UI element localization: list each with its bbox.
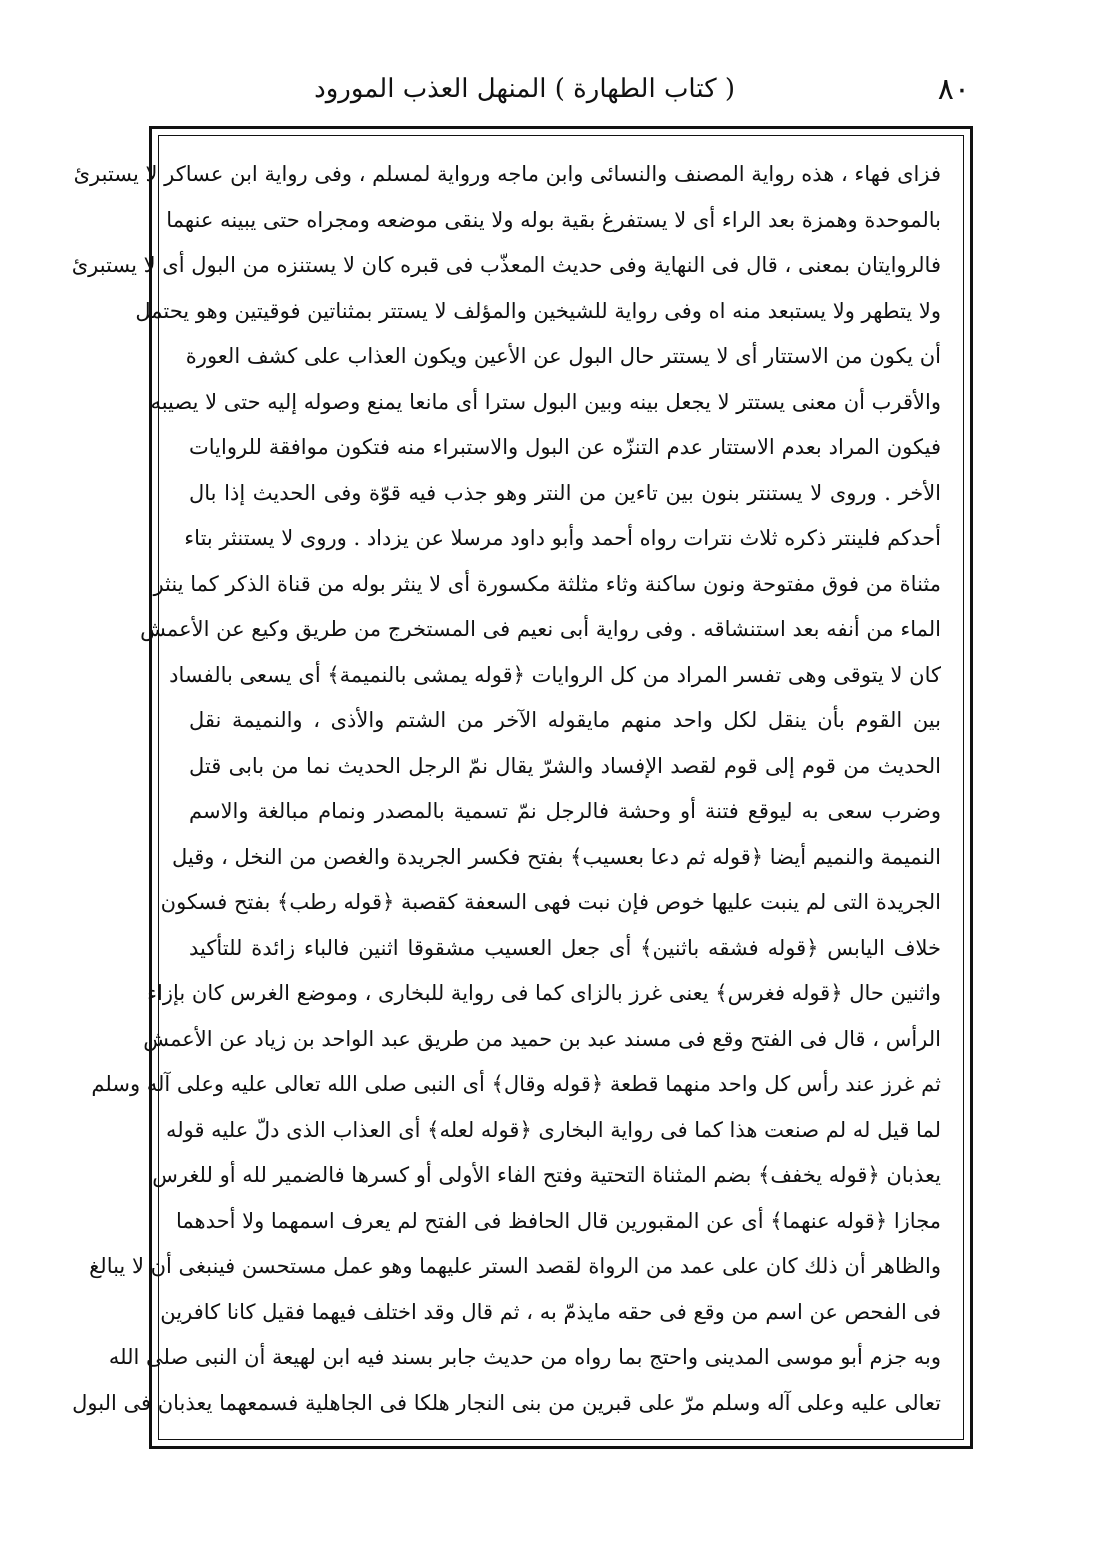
text-line: وبه جزم أبو موسى المدينى واحتج بما رواه من حديث جابر بسند فيه ابن لهيعة أن النبى صلى الله <box>108 1345 941 1369</box>
body-text <box>71 152 941 1426</box>
text-line: فيكون المراد بعدم الاستتار عدم التنزّه عن البول والاستبراء منه فتكون موافقة للروايات <box>189 435 941 459</box>
text-line: فالروايتان بمعنى ، قال فى النهاية وفى حديث المعذّب فى قبره كان لا يستنزه من البول أى لا يستبرئ <box>71 253 941 277</box>
text-line: فى الفحص عن اسم من وقع فى حقه مايذمّ به ، ثم قال وقد اختلف فيهما فقيل كانا كافرين <box>160 1299 941 1324</box>
page-header <box>150 72 970 120</box>
text-line: خلاف اليابس ﴿قوله فشقه باثنين﴾ أى جعل العسيب مشقوقا اثنين فالباء زائدة للتأكيد <box>189 935 941 960</box>
text-line: أن يكون من الاستتار أى لا يستتر حال البول عن الأعين ويكون العذاب على كشف العورة <box>185 344 941 368</box>
text-line: ولا يتطهر ولا يستبعد منه اه وفى رواية للشيخين والمؤلف لا يستتر بمثناتين فوقيتين وهو يحتمل <box>135 298 941 323</box>
text-line: فزاى فهاء ، هذه رواية المصنف والنسائى وابن ماجه ورواية لمسلم ، وفى رواية ابن عساكر لا يستبرئ <box>73 162 941 186</box>
text-line: والأقرب أن معنى يستتر لا يجعل بينه وبين البول سترا أى مانعا يمنع وصوله إليه حتى لا يصيبه <box>150 389 941 414</box>
text-line: وضرب سعى به ليوقع فتنة أو وحشة فالرجل نمّ تسمية بالمصدر ونمام مبالغة والاسم <box>189 799 941 823</box>
text-line: لما قيل له لم صنعت هذا كما فى رواية البخارى ﴿قوله لعله﴾ أى العذاب الذى دلّ عليه قوله <box>165 1117 941 1142</box>
text-line: تعالى عليه وعلى آله وسلم مرّ على قبرين من بنى النجار هلكا فى الجاهلية فسمعهما يعذبان فى البول <box>72 1390 941 1415</box>
text-line: الحديث من قوم إلى قوم لقصد الإفساد والشرّ يقال نمّ الرجل الحديث نما من بابى قتل <box>189 753 941 778</box>
text-line: والظاهر أن ذلك كان على عمد من الرواة لقصد الستر عليهما وهو عمل مستحسن فينبغى أن لا يبالغ <box>89 1254 941 1278</box>
text-line: النميمة والنميم أيضا ﴿قوله ثم دعا بعسيب﴾ بفتح فكسر الجريدة والغصن من النخل ، وقيل <box>171 844 941 869</box>
page-inner-frame <box>71 135 964 1440</box>
running-title: ( كتاب الطهارة ) المنهل العذب المورود <box>314 74 735 104</box>
text-line: مجازا ﴿قوله عنهما﴾ أى عن المقبورين قال الحافظ فى الفتح لم يعرف اسمهما ولا أحدهما <box>175 1208 941 1233</box>
text-line: الجريدة التى لم ينبت عليها خوص فإن نبت فهى السعفة كقصبة ﴿قوله رطب﴾ بفتح فسكون <box>160 890 941 914</box>
text-line: بين القوم بأن ينقل لكل واحد منهم مايقوله الآخر من الشتم والأذى ، والنميمة نقل <box>189 708 941 732</box>
text-line: واثنين حال ﴿قوله فغرس﴾ يعنى غرز بالزاى كما فى رواية للبخارى ، وموضع الغرس كان بإزاء <box>147 981 941 1005</box>
text-line: مثناة من فوق مفتوحة ونون ساكنة وثاء مثلثة مكسورة أى لا ينثر بوله من قناة الذكر كما ينثر <box>153 571 941 596</box>
page-number: ٨٠ <box>937 72 970 107</box>
text-line: كان لا يتوقى وهى تفسر المراد من كل الروايات ﴿قوله يمشى بالنميمة﴾ أى يسعى بالفساد <box>169 662 941 687</box>
text-line: الرأس ، قال فى الفتح وقع فى مسند عبد بن حميد من طريق عبد الواحد بن زياد عن الأعمش <box>143 1026 941 1051</box>
text-line: بالموحدة وهمزة بعد الراء أى لا يستفرغ بقية بوله ولا ينقى موضعه ومجراه حتى يبينه عنهما <box>166 207 941 232</box>
text-line: يعذبان ﴿قوله يخفف﴾ بضم المثناة التحتية وفتح الفاء الأولى أو كسرها فالضمير لله أو للغرس <box>152 1163 941 1187</box>
page-frame <box>71 126 973 1449</box>
text-line: أحدكم فلينتر ذكره ثلاث نترات رواه أحمد وأبو داود مرسلا عن يزداد . وروى لا يستنثر بتاء <box>184 526 941 550</box>
text-line: الماء من أنفه بعد استنشاقه . وفى رواية أبى نعيم فى المستخرج من طريق وكيع عن الأعمش <box>140 617 941 641</box>
text-line: الأخر . وروى لا يستنتر بنون بين تاءين من النتر وهو جذب فيه قوّة وفى الحديث إذا بال <box>189 480 941 505</box>
text-line: ثم غرز عند رأس كل واحد منهما قطعة ﴿قوله وقال﴾ أى النبى صلى الله تعالى عليه وعلى آله وسلم <box>91 1072 941 1096</box>
